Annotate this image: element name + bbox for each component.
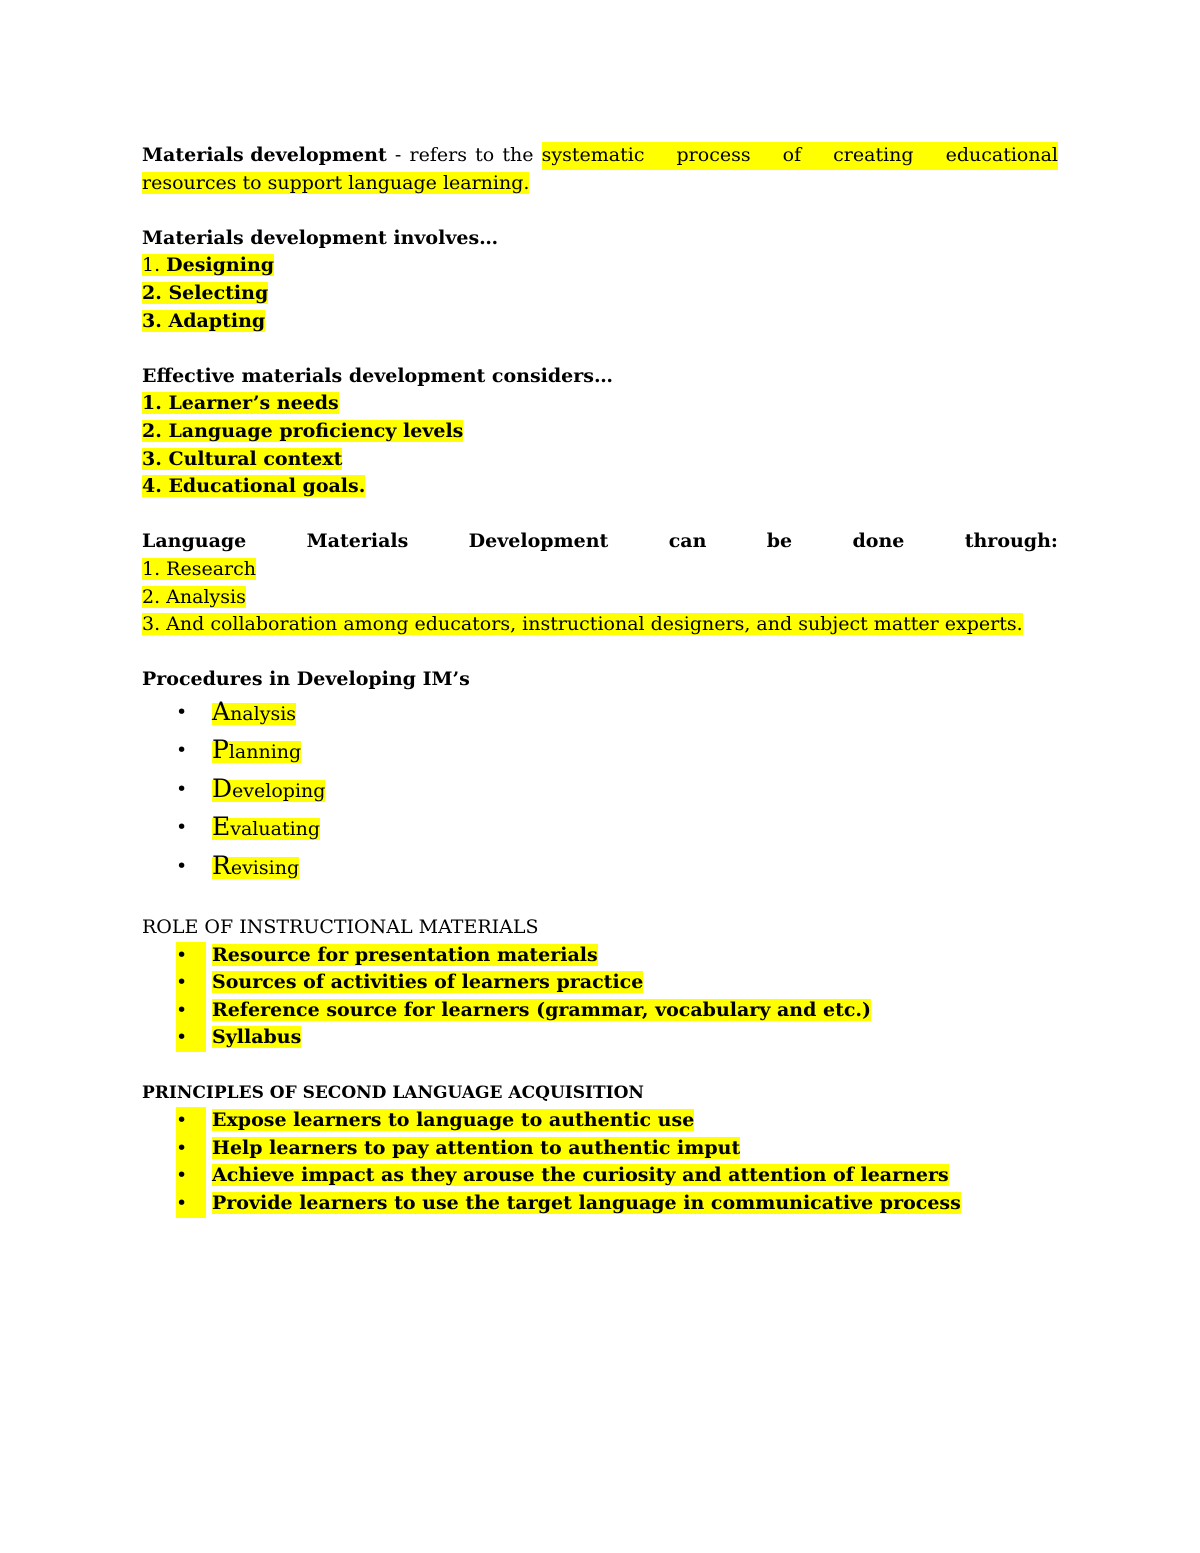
procedure-initial: P — [212, 735, 229, 765]
definition-word: to — [475, 144, 495, 166]
procedure-item — [142, 694, 1058, 733]
procedure-initial: D — [212, 773, 233, 803]
principle-text: Help learners to pay attention to authentic imput — [212, 1136, 741, 1159]
bullet-icon: • — [176, 969, 206, 997]
definition-word: refers — [409, 144, 467, 166]
principle-text: Provide learners to use the target language in communicative process — [212, 1191, 961, 1214]
bullet-icon: • — [176, 816, 188, 839]
through-heading — [142, 528, 1058, 556]
procedures-list — [142, 694, 1058, 887]
procedure-item — [142, 848, 1058, 887]
roles-list — [142, 942, 1058, 1052]
document-page — [142, 142, 1058, 1218]
bullet-icon: • — [176, 1162, 206, 1190]
bullet-icon: • — [176, 854, 188, 877]
bullet-icon: • — [176, 777, 188, 800]
procedure-initial: E — [212, 812, 231, 842]
bullet-icon: • — [176, 1107, 206, 1135]
role-text: Sources of activities of learners practice — [212, 971, 644, 994]
involves-heading: Materials development involves… — [142, 226, 499, 249]
considers-heading: Effective materials development considers… — [142, 364, 613, 387]
through-heading-word: Development — [468, 530, 609, 553]
roles-section — [142, 914, 1058, 1052]
considers-section — [142, 363, 1058, 501]
considers-item: 2. Language proficiency levels — [142, 419, 464, 442]
procedure-rest: lanning — [228, 741, 302, 764]
role-item — [142, 1024, 1058, 1052]
definition-line-1 — [142, 142, 1058, 170]
bullet-icon: • — [176, 1135, 206, 1163]
bullet-icon: • — [176, 739, 188, 762]
procedure-initial: R — [212, 850, 231, 880]
through-heading-word: Materials — [306, 530, 409, 553]
bullet-icon: • — [176, 1190, 206, 1218]
role-text: Syllabus — [212, 1026, 302, 1049]
procedure-rest: evising — [230, 856, 300, 879]
bullet-icon: • — [176, 997, 206, 1025]
involves-item: 1. Designing — [142, 254, 275, 277]
roles-heading: ROLE OF INSTRUCTIONAL MATERIALS — [142, 915, 539, 938]
principle-text: Achieve impact as they arouse the curiosity and attention of learners — [212, 1164, 949, 1187]
considers-item: 3. Cultural context — [142, 447, 343, 470]
through-item: 3. And collaboration among educators, instructional designers, and subject matter experts. — [142, 613, 1023, 636]
involves-item: 3. Adapting — [142, 309, 266, 332]
principle-item — [142, 1162, 1058, 1190]
procedure-rest: eveloping — [232, 779, 326, 802]
role-text: Resource for presentation materials — [212, 943, 598, 966]
definition-word: - — [394, 144, 402, 166]
through-item: 1. Research — [142, 557, 256, 580]
role-text: Reference source for learners (grammar, vocabulary and etc.) — [212, 998, 872, 1021]
procedure-item — [142, 732, 1058, 771]
definition-term: Materials development — [142, 144, 387, 166]
procedure-item — [142, 771, 1058, 810]
principles-heading: PRINCIPLES OF SECOND LANGUAGE ACQUISITION — [142, 1082, 644, 1103]
principle-text: Expose learners to language to authentic use — [212, 1109, 695, 1132]
procedure-item — [142, 809, 1058, 848]
through-heading-word: Language — [142, 530, 247, 553]
bullet-icon: • — [176, 942, 206, 970]
role-item — [142, 997, 1058, 1025]
procedure-rest: valuating — [230, 818, 321, 841]
definition-highlight-start: systematic process of creating educational — [542, 142, 1058, 170]
through-item: 2. Analysis — [142, 585, 246, 608]
procedure-rest: nalysis — [230, 702, 297, 725]
bullet-icon: • — [176, 1024, 206, 1052]
role-item — [142, 942, 1058, 970]
through-heading-word: can — [668, 530, 707, 553]
definition-paragraph — [142, 142, 1058, 197]
role-item — [142, 969, 1058, 997]
principle-item — [142, 1107, 1058, 1135]
definition-highlight-end: resources to support language learning. — [142, 171, 530, 194]
considers-item: 4. Educational goals. — [142, 475, 366, 498]
through-section — [142, 528, 1058, 638]
through-heading-word: be — [766, 530, 793, 553]
principles-section — [142, 1080, 1058, 1218]
principle-item — [142, 1135, 1058, 1163]
involves-section — [142, 225, 1058, 335]
considers-item: 1. Learner’s needs — [142, 392, 339, 415]
definition-word: the — [502, 144, 534, 166]
principle-item — [142, 1190, 1058, 1218]
procedures-section — [142, 666, 1058, 886]
involves-item: 2. Selecting — [142, 281, 269, 304]
principles-list — [142, 1107, 1058, 1217]
bullet-icon: • — [176, 700, 188, 723]
through-heading-word: done — [852, 530, 905, 553]
procedures-heading: Procedures in Developing IM’s — [142, 668, 470, 691]
through-heading-word: through: — [964, 530, 1058, 553]
procedure-initial: A — [212, 696, 231, 726]
